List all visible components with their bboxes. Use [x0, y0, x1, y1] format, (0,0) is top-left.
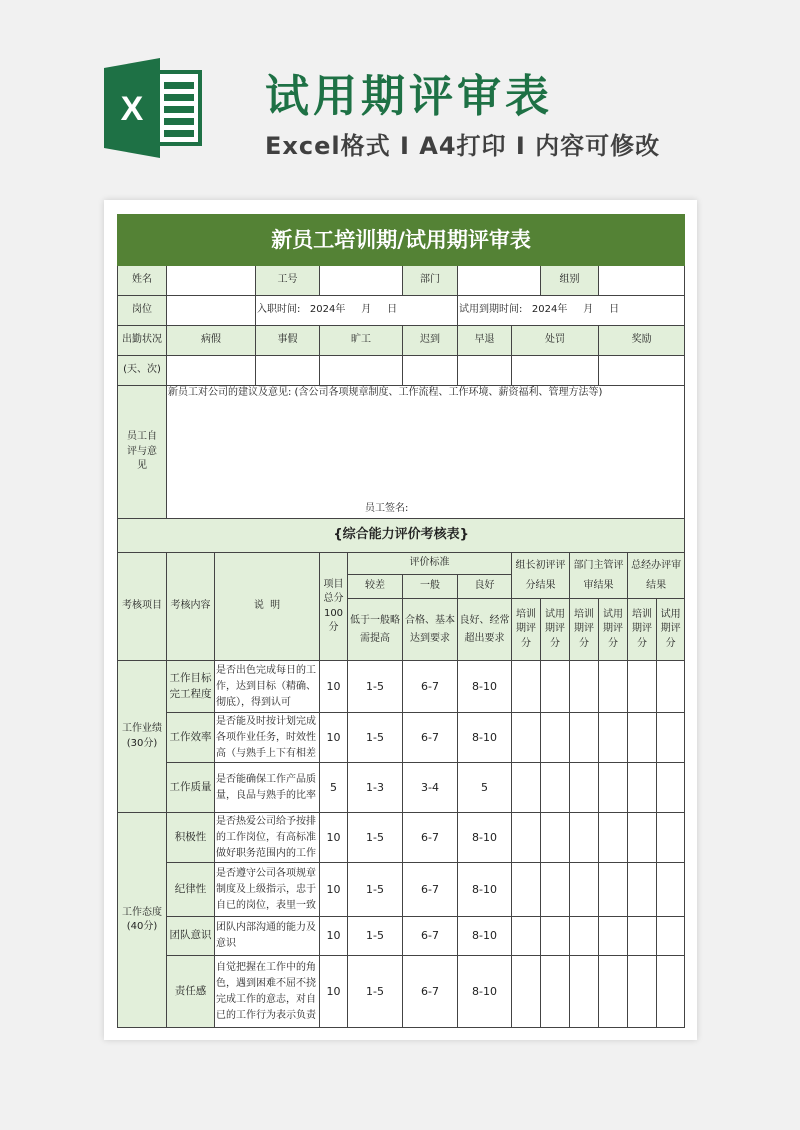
criteria-fair: 6-7	[403, 713, 458, 763]
criteria-row	[118, 956, 685, 1028]
criteria-row	[118, 813, 685, 863]
leader-trial-score: 试用期评分	[541, 599, 570, 661]
level-poor: 较差	[348, 575, 403, 599]
manager-trial-score: 试用期评分	[599, 599, 628, 661]
criteria-good: 8-10	[458, 863, 512, 917]
criteria-total: 10	[320, 661, 348, 713]
id-field[interactable]	[320, 266, 403, 296]
criteria-row	[118, 661, 685, 713]
gm-trial-score: 试用期评分	[657, 599, 685, 661]
score-field[interactable]	[512, 956, 541, 1028]
self-eval-field[interactable]	[167, 386, 685, 519]
self-eval-label: 员工自评与意见	[118, 386, 167, 519]
sick-leave-label: 病假	[167, 326, 256, 356]
score-field[interactable]	[570, 763, 599, 813]
name-label: 姓名	[118, 266, 167, 296]
signature-label: 员工签名:	[365, 502, 409, 514]
score-field[interactable]	[512, 713, 541, 763]
score-field[interactable]	[570, 956, 599, 1028]
group-name: 工作业绩(30分)	[118, 661, 167, 813]
late-label: 迟到	[403, 326, 458, 356]
penalty-field[interactable]	[512, 356, 599, 386]
criteria-total: 10	[320, 863, 348, 917]
criteria-desc: 团队内部沟通的能力及意识	[215, 917, 320, 956]
level-fair: 一般	[403, 575, 458, 599]
criteria-desc: 是否能及时按计划完成各项作业任务，时效性高（与熟手上下有相差	[215, 713, 320, 763]
early-leave-label: 早退	[458, 326, 512, 356]
score-field[interactable]	[570, 813, 599, 863]
score-field[interactable]	[657, 763, 685, 813]
criteria-fair: 3-4	[403, 763, 458, 813]
criteria-poor: 1-5	[348, 863, 403, 917]
criteria-good: 8-10	[458, 713, 512, 763]
score-field[interactable]	[541, 713, 570, 763]
criteria-content: 工作效率	[167, 713, 215, 763]
score-field[interactable]	[599, 661, 628, 713]
criteria-content: 纪律性	[167, 863, 215, 917]
criteria-poor: 1-5	[348, 956, 403, 1028]
end-date-field[interactable]: 试用到期时间: 2024年 月 日	[458, 296, 685, 326]
penalty-label: 处罚	[512, 326, 599, 356]
score-field[interactable]	[570, 917, 599, 956]
attendance-label: 出勤状况	[118, 326, 167, 356]
score-field[interactable]	[628, 956, 657, 1028]
score-field[interactable]	[599, 917, 628, 956]
criteria-row	[118, 863, 685, 917]
score-field[interactable]	[512, 917, 541, 956]
header-content: 考核内容	[167, 553, 215, 661]
manager-training-score: 培训期评分	[570, 599, 599, 661]
criteria-desc: 是否热爱公司给予按排的工作岗位，有高标准做好职务范围内的工作	[215, 813, 320, 863]
criteria-total: 5	[320, 763, 348, 813]
score-field[interactable]	[541, 763, 570, 813]
personal-leave-label: 事假	[256, 326, 320, 356]
score-field[interactable]	[628, 813, 657, 863]
evaluation-form	[117, 214, 685, 1028]
position-label: 岗位	[118, 296, 167, 326]
banner-title: 试用期评审表	[265, 71, 553, 122]
criteria-desc: 是否出色完成每日的工作，达到目标（精确、彻底），得到认可	[215, 661, 320, 713]
score-field[interactable]	[599, 863, 628, 917]
score-field[interactable]	[570, 713, 599, 763]
header-standard: 评价标准	[348, 553, 512, 575]
score-field[interactable]	[541, 917, 570, 956]
position-field[interactable]	[167, 296, 256, 326]
attendance-unit-label: (天、次)	[118, 356, 167, 386]
score-field[interactable]	[512, 813, 541, 863]
id-label: 工号	[256, 266, 320, 296]
level-poor-desc: 低于一般略需提高	[348, 599, 403, 661]
reward-label: 奖励	[599, 326, 685, 356]
header-leader: 组长初评评分结果	[512, 553, 570, 599]
score-field[interactable]	[657, 661, 685, 713]
gm-training-score: 培训期评分	[628, 599, 657, 661]
criteria-poor: 1-5	[348, 917, 403, 956]
group-name: 工作态度(40分)	[118, 813, 167, 1028]
excel-logo-icon	[104, 58, 204, 158]
score-field[interactable]	[541, 813, 570, 863]
criteria-content: 工作质量	[167, 763, 215, 813]
criteria-good: 8-10	[458, 813, 512, 863]
header-desc: 说 明	[215, 553, 320, 661]
criteria-row	[118, 713, 685, 763]
score-field[interactable]	[512, 661, 541, 713]
score-field[interactable]	[657, 917, 685, 956]
score-field[interactable]	[628, 917, 657, 956]
early-leave-field[interactable]	[458, 356, 512, 386]
sick-leave-field[interactable]	[167, 356, 256, 386]
criteria-total: 10	[320, 813, 348, 863]
criteria-desc: 是否遵守公司各项规章制度及上级指示，忠于自已的岗位，表里一致	[215, 863, 320, 917]
score-field[interactable]	[657, 956, 685, 1028]
group-label: 组别	[541, 266, 599, 296]
personal-leave-field[interactable]	[256, 356, 320, 386]
section-title: {综合能力评价考核表}	[118, 519, 685, 553]
header-total: 项目总分100分	[320, 553, 348, 661]
score-field[interactable]	[570, 661, 599, 713]
criteria-content: 积极性	[167, 813, 215, 863]
criteria-poor: 1-5	[348, 661, 403, 713]
score-field[interactable]	[570, 863, 599, 917]
criteria-good: 8-10	[458, 917, 512, 956]
criteria-fair: 6-7	[403, 863, 458, 917]
score-field[interactable]	[599, 956, 628, 1028]
criteria-fair: 6-7	[403, 917, 458, 956]
criteria-good: 5	[458, 763, 512, 813]
level-good: 良好	[458, 575, 512, 599]
absence-label: 旷工	[320, 326, 403, 356]
criteria-fair: 6-7	[403, 956, 458, 1028]
score-field[interactable]	[657, 713, 685, 763]
late-field[interactable]	[403, 356, 458, 386]
criteria-good: 8-10	[458, 956, 512, 1028]
absence-field[interactable]	[320, 356, 403, 386]
criteria-good: 8-10	[458, 661, 512, 713]
criteria-desc: 是否能确保工作产品质量，良品与熟手的比率	[215, 763, 320, 813]
criteria-poor: 1-5	[348, 713, 403, 763]
group-field[interactable]	[599, 266, 685, 296]
header-manager: 部门主管评审结果	[570, 553, 628, 599]
reward-field[interactable]	[599, 356, 685, 386]
score-field[interactable]	[657, 863, 685, 917]
score-field[interactable]	[541, 956, 570, 1028]
criteria-poor: 1-3	[348, 763, 403, 813]
score-field[interactable]	[599, 813, 628, 863]
dept-label: 部门	[403, 266, 458, 296]
criteria-row	[118, 763, 685, 813]
svg-text:X: X	[120, 90, 144, 128]
score-field[interactable]	[628, 763, 657, 813]
criteria-content: 工作目标完工程度	[167, 661, 215, 713]
criteria-content: 责任感	[167, 956, 215, 1028]
header-gm: 总经办评审结果	[628, 553, 685, 599]
leader-training-score: 培训期评分	[512, 599, 541, 661]
score-field[interactable]	[541, 863, 570, 917]
score-field[interactable]	[541, 661, 570, 713]
criteria-row	[118, 917, 685, 956]
score-field[interactable]	[628, 713, 657, 763]
level-fair-desc: 合格、基本达到要求	[403, 599, 458, 661]
score-field[interactable]	[628, 661, 657, 713]
score-field[interactable]	[599, 763, 628, 813]
score-field[interactable]	[599, 713, 628, 763]
score-field[interactable]	[512, 863, 541, 917]
banner-subtitle: Excel格式 I A4打印 I 内容可修改	[265, 132, 661, 160]
hire-date-field[interactable]: 入职时间: 2024年 月 日	[256, 296, 458, 326]
dept-field[interactable]	[458, 266, 541, 296]
criteria-desc: 自觉把握在工作中的角色，遇到困难不屈不挠完成工作的意志，对自已的工作行为表示负责	[215, 956, 320, 1028]
criteria-total: 10	[320, 917, 348, 956]
score-field[interactable]	[657, 813, 685, 863]
score-field[interactable]	[628, 863, 657, 917]
header-item: 考核项目	[118, 553, 167, 661]
name-field[interactable]	[167, 266, 256, 296]
criteria-total: 10	[320, 713, 348, 763]
criteria-fair: 6-7	[403, 813, 458, 863]
form-title: 新员工培训期/试用期评审表	[118, 215, 685, 266]
criteria-fair: 6-7	[403, 661, 458, 713]
criteria-total: 10	[320, 956, 348, 1028]
criteria-poor: 1-5	[348, 813, 403, 863]
level-good-desc: 良好、经常超出要求	[458, 599, 512, 661]
self-eval-prompt: 新员工对公司的建议及意见: (含公司各项规章制度、工作流程、工作环境、薪资福利、管理方法等)	[168, 387, 603, 398]
criteria-content: 团队意识	[167, 917, 215, 956]
score-field[interactable]	[512, 763, 541, 813]
